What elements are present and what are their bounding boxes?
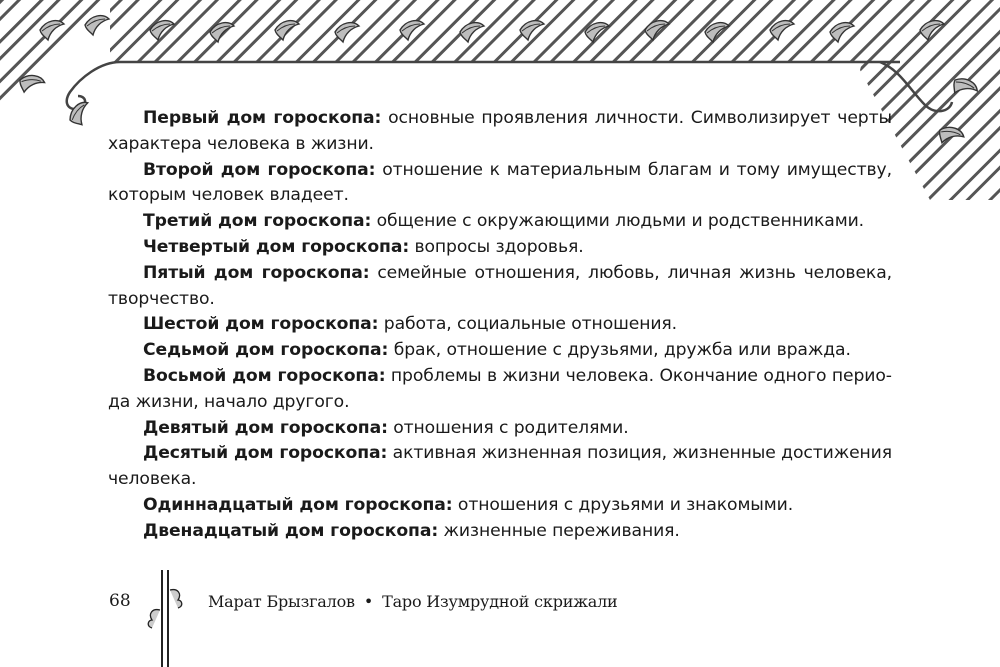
house-description: вопросы здоровья. <box>409 236 584 257</box>
house-label: Седьмой дом гороскопа: <box>143 340 389 361</box>
house-description: работа, социальные отношения. <box>378 314 678 335</box>
house-11-paragraph <box>108 493 892 519</box>
house-12-paragraph <box>108 519 892 545</box>
house-label: Двенадцатый дом гороскопа: <box>143 520 439 541</box>
house-2-paragraph <box>108 158 892 210</box>
house-9-paragraph <box>108 416 892 442</box>
house-label: Девятый дом гороскопа: <box>143 417 388 438</box>
house-label: Второй дом гороскопа: <box>143 159 376 180</box>
house-3-paragraph <box>108 209 892 235</box>
house-6-paragraph <box>108 312 892 338</box>
house-description: отношение к материальным благам и тому имуществу, которым человек владеет. <box>108 159 892 206</box>
house-descriptions <box>108 106 892 545</box>
house-label: Шестой дом гороскопа: <box>143 314 379 335</box>
house-label: Пятый дом гороскопа: <box>143 262 370 283</box>
house-description: брак, отношение с друзьями, дружба или вражда. <box>388 340 851 361</box>
house-description: проблемы в жизни человека. Окончание одного периода жизни, начало другого. <box>108 365 892 412</box>
house-description: отношения с родителями. <box>387 417 629 438</box>
house-7-paragraph <box>108 338 892 364</box>
running-footer <box>208 592 618 611</box>
house-description: отношения с друзьями и знакомыми. <box>452 494 794 515</box>
house-5-paragraph <box>108 261 892 313</box>
house-8-paragraph <box>108 364 892 416</box>
house-description: активная жизненная позиция, жизненные достижения человека. <box>108 443 892 490</box>
house-1-paragraph <box>108 106 892 158</box>
house-label: Третий дом гороскопа: <box>143 211 372 232</box>
house-10-paragraph <box>108 441 892 493</box>
house-label: Первый дом гороскопа: <box>143 108 382 128</box>
house-description: общение с окружающими людьми и родственниками. <box>371 211 865 232</box>
house-label: Восьмой дом гороскопа: <box>143 365 386 386</box>
house-description: основные проявления личности. Символизирует черты характера человека в жизни. <box>108 108 892 154</box>
footer-separator: • <box>363 592 374 611</box>
footer-ornament <box>140 570 200 667</box>
house-4-paragraph <box>108 235 892 261</box>
page-number: 68 <box>109 591 131 611</box>
house-description: жизненные переживания. <box>438 520 680 541</box>
house-description: семейные отношения, любовь, личная жизнь человека, творчество. <box>108 262 892 309</box>
house-label: Четвертый дом гороскопа: <box>143 236 410 257</box>
house-label: Десятый дом гороскопа: <box>143 443 388 464</box>
book-title: Таро Изумрудной скрижали <box>382 592 618 611</box>
house-label: Одиннадцатый дом гороскопа: <box>143 494 453 515</box>
author-name: Марат Брызгалов <box>208 592 355 611</box>
